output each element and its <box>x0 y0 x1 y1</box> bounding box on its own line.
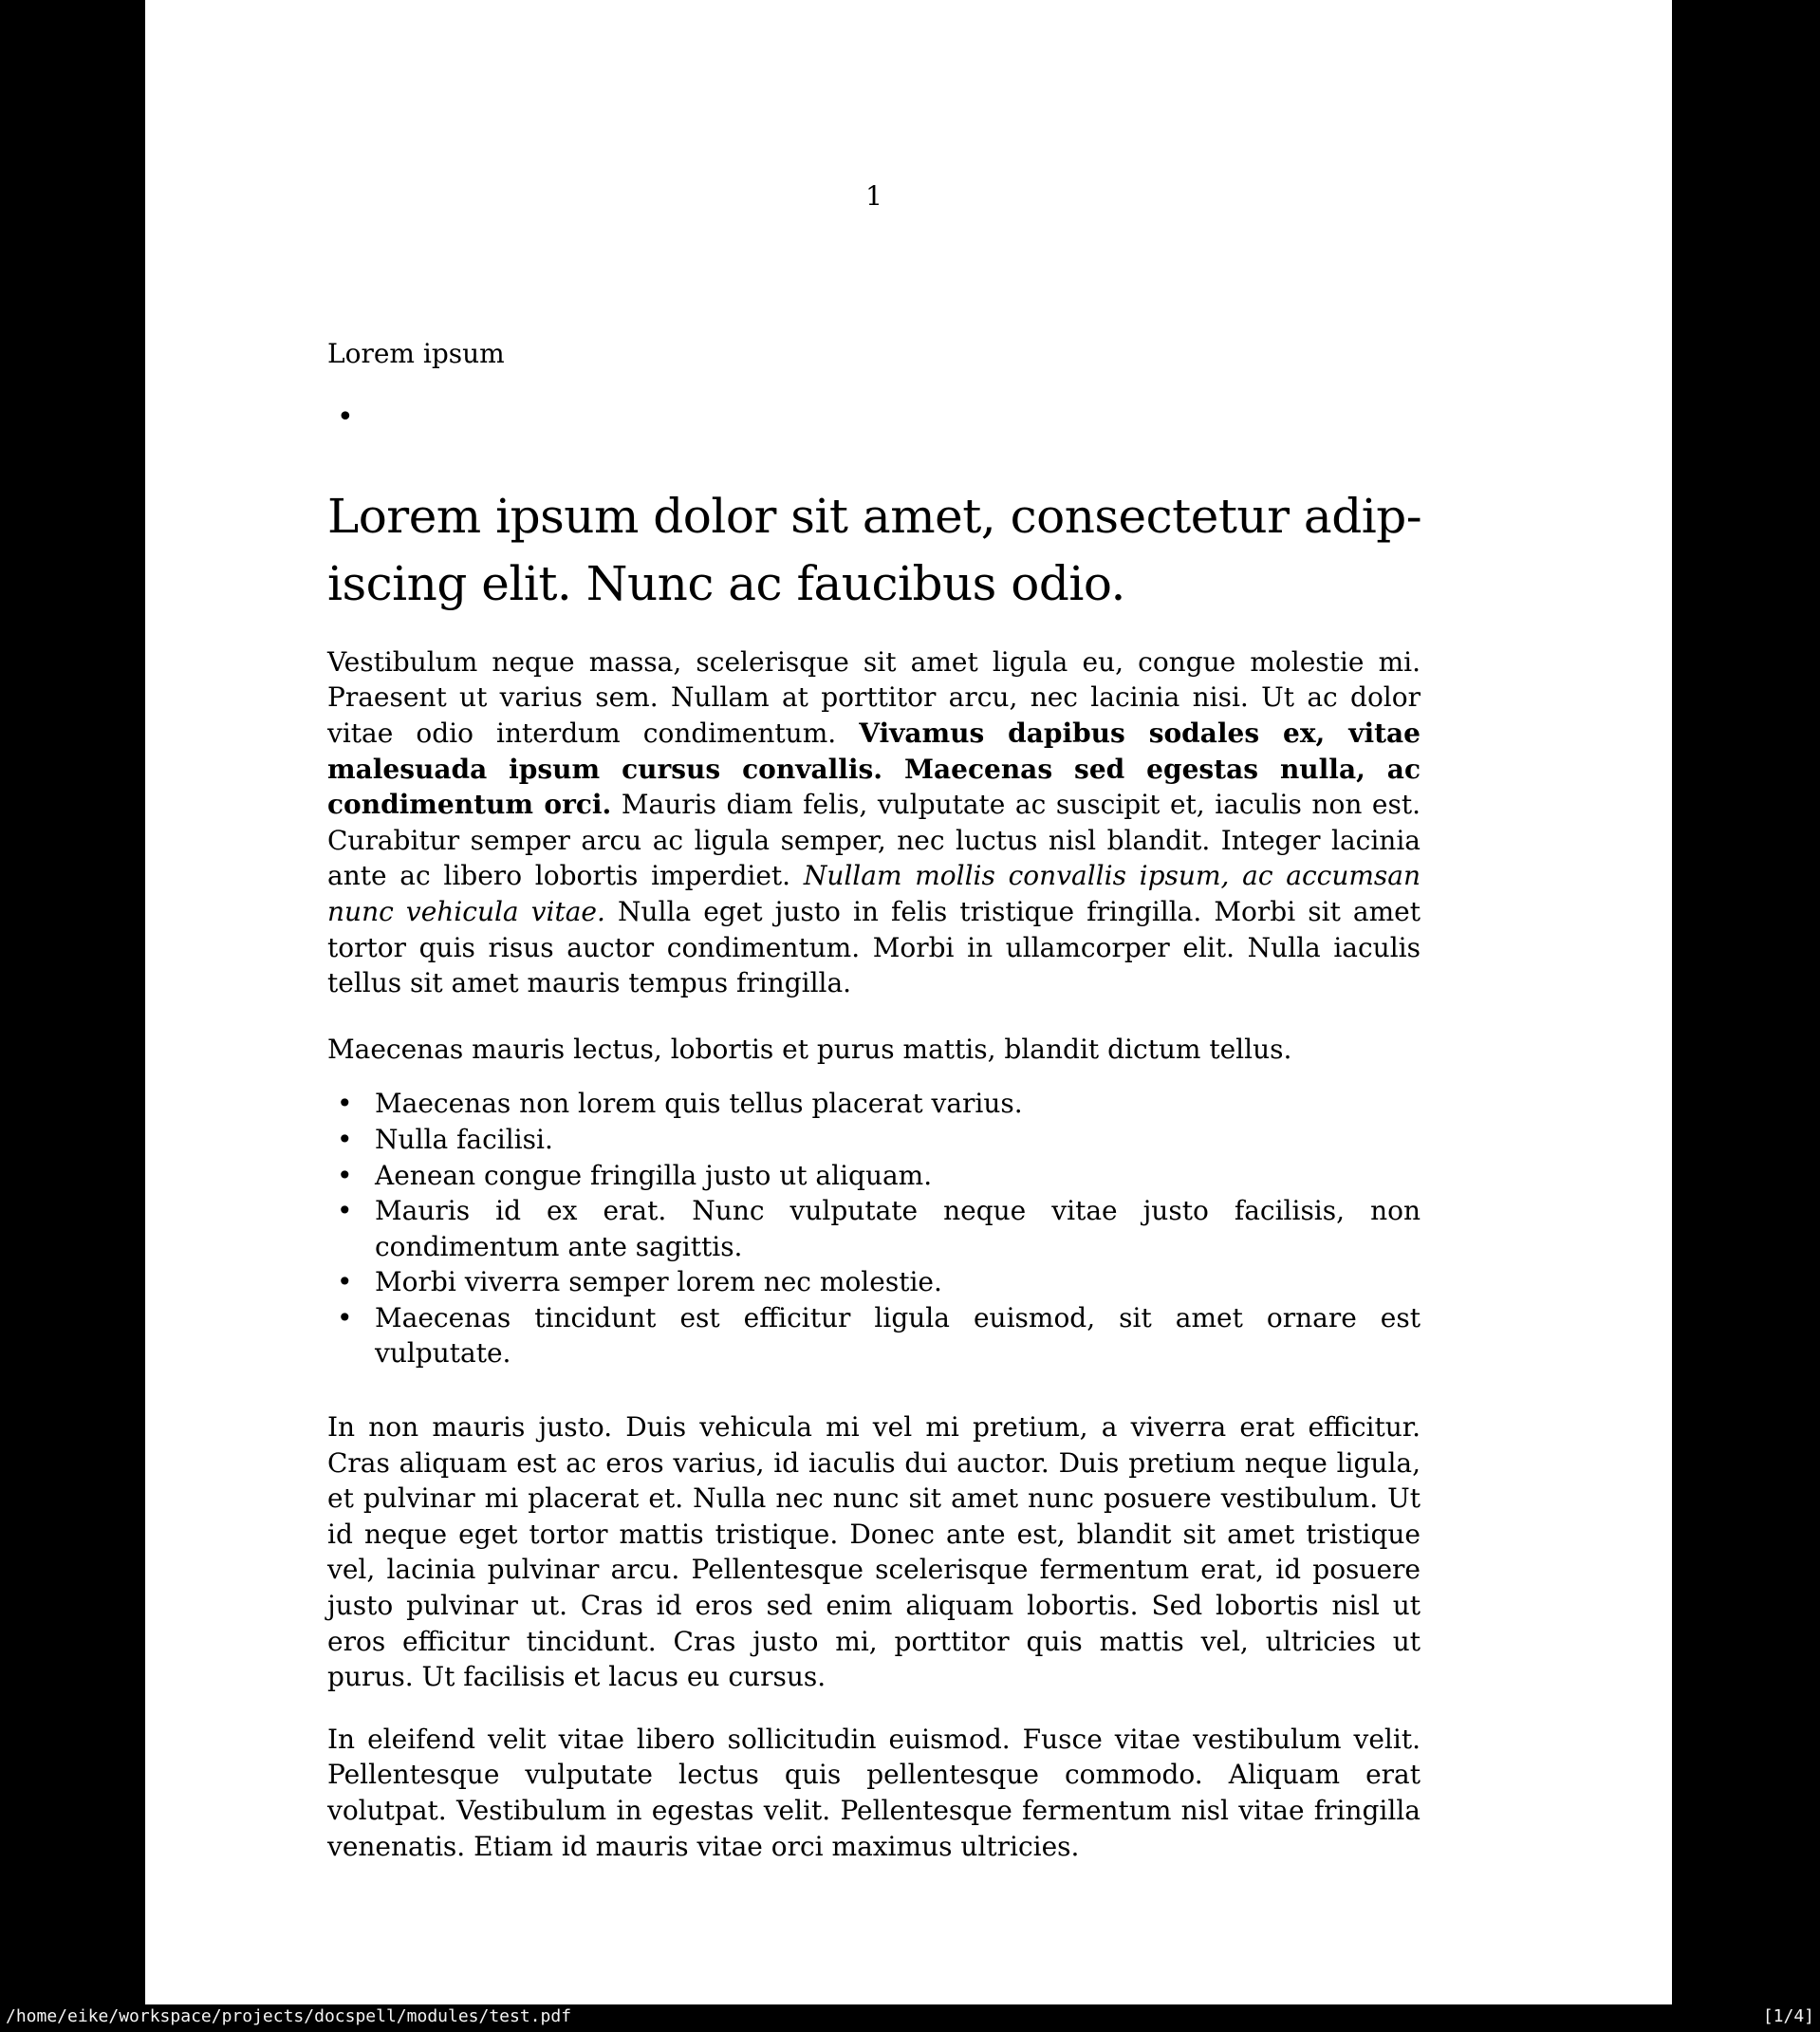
section-heading-line-2: iscing elit. Nunc ac faucibus odio. <box>327 555 1125 611</box>
section-heading <box>327 483 1421 618</box>
page-content <box>327 0 1421 1864</box>
list-item <box>327 1086 1421 1122</box>
pdf-page[interactable] <box>145 0 1672 2004</box>
list-item-text: Morbi viverra semper lorem nec molestie. <box>375 1266 942 1298</box>
bullet-icon: • <box>337 1301 353 1333</box>
bullet-icon: • <box>337 1123 353 1155</box>
list-item-text: Nulla facilisi. <box>375 1123 553 1155</box>
intro-text: Lorem ipsum <box>327 337 505 369</box>
bullet-icon: • <box>337 1195 353 1227</box>
status-bar <box>0 2004 1820 2032</box>
bullet-icon: • <box>337 1266 353 1298</box>
file-path: /home/eike/workspace/projects/docspell/modules/test.pdf <box>6 2006 572 2026</box>
bullet-icon: • <box>337 1088 353 1120</box>
bullet-list <box>327 1086 1421 1371</box>
list-item-text: Mauris id ex erat. Nunc vulputate neque vitae justo facilisis, non condimentum ante sagittis. <box>375 1195 1421 1262</box>
paragraph-4: In eleifend velit vitae libero sollicitudin euismod. Fusce vitae vestibulum velit. Pellentesque vulputate lectus quis pellentesque commodo. Aliquam erat volutpat. Vestibulum in egestas velit. Pellentesque fermentum nisl vitae fringilla venenatis. Etiam id mauris vitae orci maximus ultricies. <box>327 1723 1421 1862</box>
list-item-text: Maecenas non lorem quis tellus placerat varius. <box>375 1088 1023 1120</box>
paragraph-3: In non mauris justo. Duis vehicula mi vel mi pretium, a viverra erat efficitur. Cras aliquam est ac eros varius, id iaculis dui auctor. Duis pretium neque ligula, et pulvinar mi placerat et. Nulla nec nunc sit amet nunc posuere vestibulum. Ut id neque eget tortor mattis tristique. Donec ante est, blandit sit amet tristique vel, lacinia pulvinar arcu. Pellentesque scelerisque fermentum erat, id posuere justo pulvinar ut. Cras id eros sed enim aliquam lobortis. Sed lobortis nisl ut eros efficitur tincidunt. Cras justo mi, porttitor quis mattis vel, ultricies ut purus. Ut facilisis et lacus eu cursus. <box>327 1411 1421 1693</box>
section-heading-line-1: Lorem ipsum dolor sit amet, consectetur adip- <box>327 488 1422 544</box>
empty-bullet-item <box>327 400 1421 436</box>
bullet-icon: • <box>337 401 354 435</box>
paragraph-2: Maecenas mauris lectus, lobortis et purus mattis, blandit dictum tellus. <box>327 1033 1292 1065</box>
list-item <box>327 1158 1421 1194</box>
list-item <box>327 1264 1421 1300</box>
list-item-text: Maecenas tincidunt est efficitur ligula euismod, sit amet ornare est vulputate. <box>375 1301 1421 1370</box>
list-item <box>327 1122 1421 1158</box>
bullet-icon: • <box>337 1159 353 1191</box>
paragraph-1: Vestibulum neque massa, scelerisque sit amet ligula eu, congue molestie mi. Praesent ut varius sem. Nullam at porttitor arcu, nec lacinia nisi. Ut ac dolor vitae odio interdum condimentum. Vivamus dapibus sodales ex, vitae malesuada ipsum cursus convallis. Maecenas sed egestas nulla, ac condimentum orci. Mauris diam felis, vulputate ac suscipit et, iaculis non est. Curabitur semper arcu ac ligula semper, nec luctus nisl blandit. Integer lacinia ante ac libero lobortis imperdiet. Nullam mollis convallis ipsum, ac accumsan nunc vehicula vitae. Nulla eget justo in felis tristique fringilla. Morbi sit amet tortor quis risus auctor condimentum. Morbi in ullamcorper elit. Nulla iaculis tellus sit amet mauris tempus fringilla. <box>327 645 1421 999</box>
page-number: 1 <box>865 180 882 212</box>
list-item <box>327 1193 1421 1264</box>
list-item <box>327 1300 1421 1371</box>
list-item-text: Aenean congue fringilla justo ut aliquam. <box>375 1159 933 1191</box>
page-indicator: [1/4] <box>1762 2006 1814 2026</box>
